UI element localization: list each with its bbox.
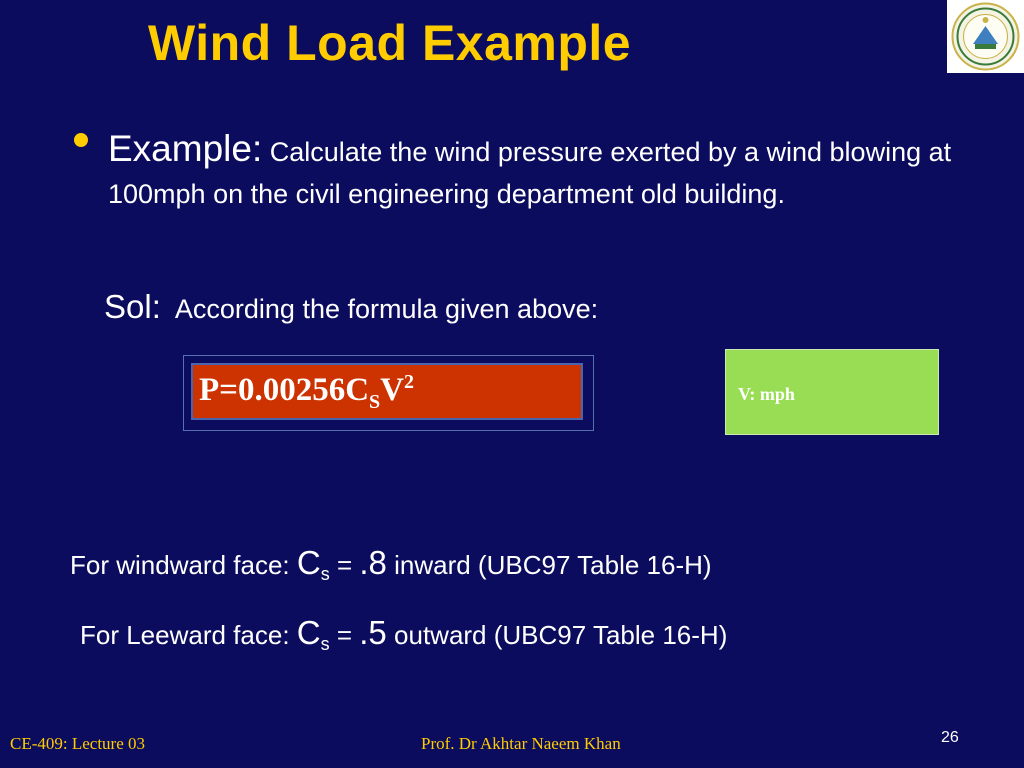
example-paragraph <box>108 128 968 215</box>
formula-superscript: 2 <box>404 371 415 393</box>
leeward-cs: C <box>296 614 321 651</box>
windward-cs-sub: s <box>320 564 330 584</box>
sol-lead: Sol: <box>104 288 161 325</box>
footer-course: CE-409: Lecture 03 <box>10 734 146 753</box>
windward-tail: inward (UBC97 Table 16-H) <box>386 550 712 580</box>
leeward-cs-sub: s <box>320 634 330 654</box>
leeward-label: For Leeward face: <box>80 620 297 650</box>
slide-title: Wind Load Example <box>148 15 632 71</box>
formula-main: P=0.00256C <box>199 372 370 408</box>
leeward-tail: outward (UBC97 Table 16-H) <box>386 620 728 650</box>
bullet-dot <box>74 133 88 147</box>
footer-author: Prof. Dr Akhtar Naeem Khan <box>421 734 621 753</box>
example-lead: Example: <box>108 128 263 169</box>
windward-cs: C <box>296 544 321 581</box>
windward-label: For windward face: <box>70 550 297 580</box>
windward-eq: = <box>329 550 360 580</box>
legend-text: V: mph <box>738 384 795 404</box>
formula-box <box>191 363 583 420</box>
leeward-line <box>80 614 727 652</box>
sol-text: According the formula given above: <box>174 294 599 324</box>
solution-line <box>104 288 598 326</box>
leeward-eq: = <box>329 620 360 650</box>
formula-v: V <box>380 372 405 408</box>
leeward-value: .5 <box>359 614 387 651</box>
example-text: Calculate the wind pressure exerted by a wind blowing at 100mph on the civil engineering department old building. <box>108 137 952 209</box>
university-seal-icon <box>947 0 1024 73</box>
page-number: 26 <box>941 729 959 746</box>
windward-line <box>70 544 712 582</box>
windward-value: .8 <box>359 544 387 581</box>
formula-subscript: S <box>369 391 381 413</box>
